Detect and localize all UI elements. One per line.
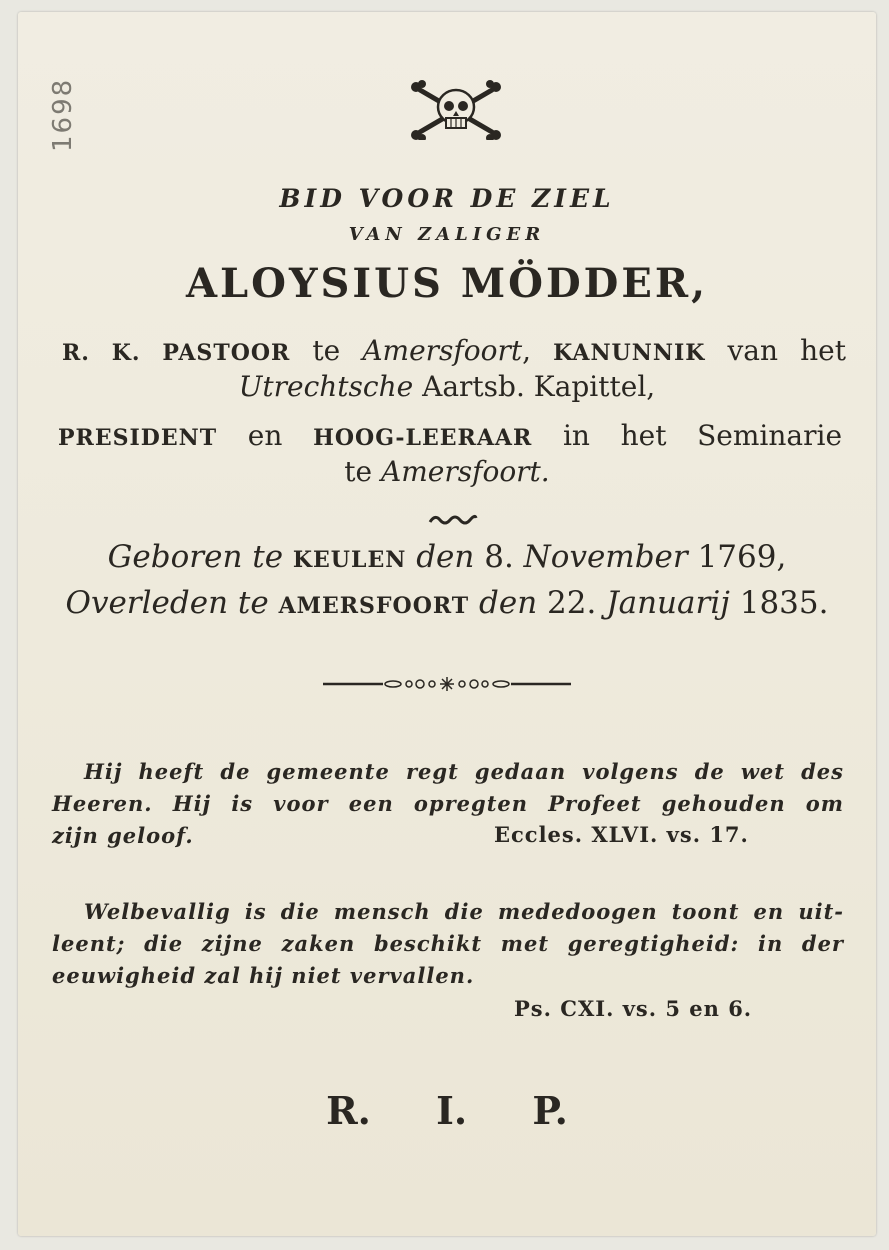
title-line-4	[18, 455, 876, 489]
title-r4-1: Amersfoort.	[381, 455, 550, 488]
died-1: AMERSFOORT	[278, 593, 470, 619]
died-4: Januarij	[606, 585, 730, 621]
born-0: Geboren te	[107, 539, 284, 575]
death-line	[18, 586, 876, 623]
rip-i: I.	[436, 1088, 468, 1133]
rip-initials	[18, 1088, 876, 1133]
title-r2-1: Aartsb. Kapittel,	[422, 370, 656, 403]
title-r1-4: KANUNNIK	[553, 340, 706, 366]
title-r3-2: HOOG-LEERAAR	[313, 425, 533, 451]
title-r1-3: ,	[522, 334, 532, 367]
verse2-line2: leent; die zijne zaken beschikt met geregtigheid: in der	[52, 931, 844, 956]
title-r1-2: Amersfoort	[362, 334, 523, 367]
died-3: 22.	[547, 585, 597, 621]
verse2-reference: Ps. CXI. vs. 5 en 6.	[514, 996, 753, 1021]
title-r1-5: van het	[727, 334, 846, 367]
verse1-line1: Hij heeft de gemeente regt gedaan volgens de wet des	[84, 759, 844, 784]
born-1: KEULEN	[292, 547, 407, 573]
title-r3-0: PRESIDENT	[58, 425, 218, 451]
birth-line	[18, 540, 876, 577]
wave-ornament	[428, 512, 478, 526]
verse1-reference: Eccles. XLVI. vs. 17.	[494, 822, 749, 847]
born-4: November	[523, 539, 688, 575]
died-0: Overleden te	[65, 585, 269, 621]
verse2-line3: eeuwigheid zal hij niet vervallen.	[52, 963, 475, 988]
prayer-card	[18, 12, 876, 1236]
title-r3-3: in het Seminarie	[562, 419, 843, 452]
verse2-line1: Welbevallig is die mensch die mededoogen toont en uit-	[84, 899, 844, 924]
heading-line-2: VAN ZALIGER	[348, 224, 546, 245]
verse1-line3: zijn geloof.	[52, 823, 194, 848]
born-2: den	[416, 539, 475, 575]
verse1-line2: Heeren. Hij is voor een opregten Profeet gehouden om	[52, 791, 844, 816]
died-5: 1835.	[739, 585, 829, 621]
heading-line-1: BID VOOR DE ZIEL	[279, 184, 615, 213]
title-line-3	[58, 419, 842, 455]
deceased-name: ALOYSIUS MÖDDER,	[185, 260, 708, 307]
title-r1-0: R. K. PASTOOR	[62, 340, 291, 366]
born-3: 8.	[484, 539, 514, 575]
ornamental-rule	[323, 676, 571, 692]
title-r1-1: te	[312, 334, 341, 367]
title-r4-0: te	[344, 455, 373, 488]
died-2: den	[479, 585, 538, 621]
skull-crossbones-icon	[406, 80, 506, 140]
title-r2-0: Utrechtsche	[238, 370, 414, 403]
archive-number: 1698	[48, 77, 78, 152]
rip-p: P.	[532, 1088, 568, 1133]
title-line-2	[18, 370, 876, 404]
rip-r: R.	[326, 1088, 371, 1133]
born-5: 1769,	[697, 539, 787, 575]
title-r3-1: en	[247, 419, 283, 452]
title-line-1	[62, 334, 846, 370]
